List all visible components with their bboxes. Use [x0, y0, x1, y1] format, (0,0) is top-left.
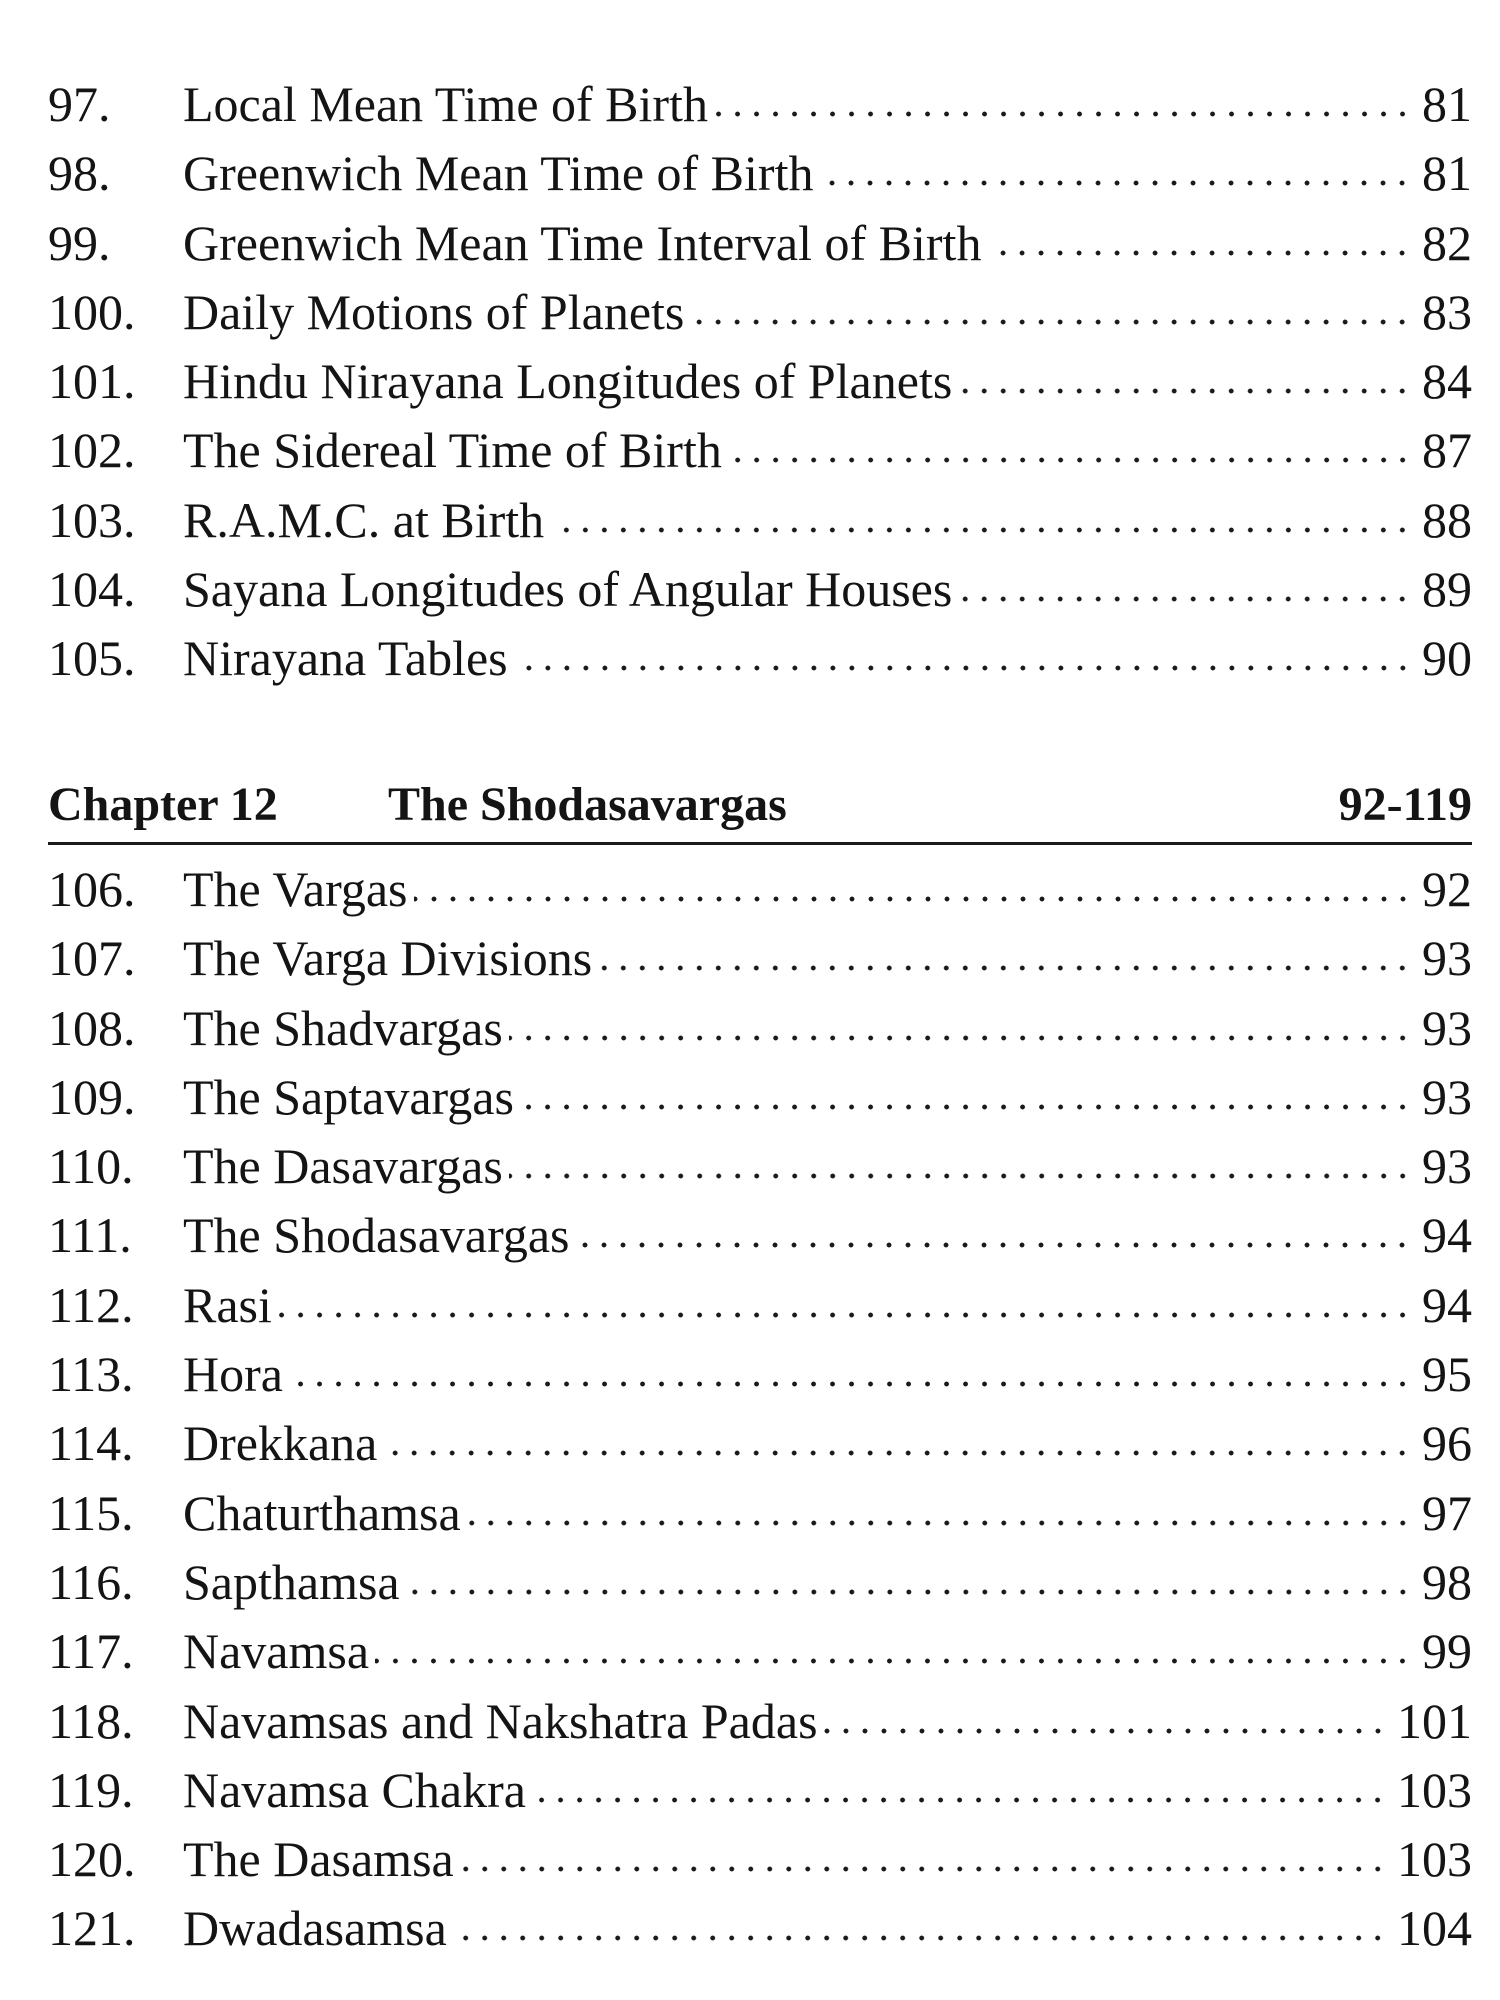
- toc-entry-110[interactable]: [48, 1132, 1472, 1201]
- entry-title: Greenwich Mean Time Interval of Birth: [183, 214, 982, 271]
- entry-page-number: 81: [1422, 76, 1472, 132]
- dot-leader: [383, 1446, 1412, 1460]
- dot-leader: [598, 961, 1412, 975]
- toc-entry-116[interactable]: [48, 1548, 1472, 1617]
- entry-title: Greenwich Mean Time of Birth: [183, 145, 814, 202]
- chapter-label: Chapter 12: [48, 778, 278, 831]
- entry-page-number: 99: [1422, 1623, 1472, 1680]
- dot-leader: [375, 1654, 1412, 1668]
- toc-entry-105[interactable]: [48, 624, 1472, 693]
- toc-entry-109[interactable]: [48, 1063, 1472, 1132]
- entry-title: Chaturthamsa: [183, 1484, 461, 1541]
- entry-number: 103.: [48, 491, 136, 548]
- dot-leader: [514, 661, 1412, 675]
- entry-number: 112.: [48, 1276, 134, 1333]
- entry-number: 120.: [48, 1831, 136, 1888]
- entry-number: 121.: [48, 1900, 136, 1957]
- entry-page-number: 93: [1422, 930, 1472, 987]
- entry-number: 111.: [48, 1207, 132, 1264]
- entry-page-number: 95: [1422, 1346, 1472, 1403]
- dot-leader: [714, 107, 1412, 121]
- entry-number: 119.: [48, 1761, 134, 1818]
- entry-title: Rasi: [183, 1276, 272, 1333]
- toc-entry-114[interactable]: [48, 1409, 1472, 1478]
- entry-title: Sayana Longitudes of Angular Houses: [183, 561, 953, 618]
- chapter-title: The Shodasavargas: [388, 778, 787, 831]
- entry-page-number: 94: [1422, 1207, 1472, 1264]
- toc-entry-121[interactable]: [48, 1894, 1472, 1963]
- entry-page-number: 82: [1422, 214, 1472, 271]
- dot-leader: [824, 1724, 1387, 1738]
- toc-entry-111[interactable]: [48, 1201, 1472, 1270]
- entry-number: 108.: [48, 999, 136, 1056]
- entry-number: 102.: [48, 422, 136, 479]
- entry-number: 109.: [48, 1068, 136, 1125]
- toc-entry-113[interactable]: [48, 1340, 1472, 1409]
- dot-leader: [460, 1862, 1387, 1876]
- entry-title: The Shadvargas: [183, 999, 503, 1056]
- toc-entry-100[interactable]: [48, 278, 1472, 347]
- entry-page-number: 89: [1422, 561, 1472, 618]
- entry-number: 100.: [48, 283, 136, 340]
- entry-title: Hora: [183, 1346, 283, 1403]
- entry-title: Nirayana Tables: [183, 630, 508, 687]
- entry-page-number: 90: [1422, 630, 1472, 687]
- entry-page-number: 104: [1397, 1900, 1472, 1957]
- toc-entry-117[interactable]: [48, 1617, 1472, 1686]
- toc-entry-97[interactable]: [48, 70, 1472, 139]
- entry-title: The Saptavargas: [183, 1068, 514, 1125]
- entry-title: The Sidereal Time of Birth: [183, 422, 722, 479]
- entry-title: Drekkana: [183, 1415, 378, 1472]
- entry-number: 106.: [48, 861, 136, 917]
- entry-number: 114.: [48, 1415, 134, 1472]
- entry-title: Navamsa: [183, 1623, 370, 1680]
- entry-page-number: 103: [1397, 1831, 1472, 1888]
- dot-leader: [406, 1585, 1412, 1599]
- toc-entry-115[interactable]: [48, 1479, 1472, 1548]
- toc-entry-107[interactable]: [48, 924, 1472, 993]
- entry-page-number: 87: [1422, 422, 1472, 479]
- entry-number: 118.: [48, 1692, 134, 1749]
- entry-number: 97.: [48, 76, 111, 132]
- entry-title: Navamsa Chakra: [183, 1761, 526, 1818]
- entry-page-number: 92: [1422, 861, 1472, 917]
- entry-number: 107.: [48, 930, 136, 987]
- dot-leader: [453, 1931, 1387, 1945]
- toc-entry-102[interactable]: [48, 416, 1472, 485]
- toc-entry-120[interactable]: [48, 1825, 1472, 1894]
- chapter-page-range: 92-119: [1338, 778, 1472, 831]
- entry-title: The Dasamsa: [183, 1831, 454, 1888]
- entry-title: Daily Motions of Planets: [183, 283, 685, 340]
- entry-number: 99.: [48, 214, 111, 271]
- toc-entry-99[interactable]: [48, 209, 1472, 278]
- entry-page-number: 83: [1422, 283, 1472, 340]
- dot-leader: [467, 1516, 1412, 1530]
- entry-page-number: 88: [1422, 491, 1472, 548]
- entry-number: 101.: [48, 353, 136, 410]
- entry-title: The Shodasavargas: [183, 1207, 570, 1264]
- entry-number: 104.: [48, 561, 136, 618]
- dot-leader: [550, 523, 1412, 537]
- dot-leader: [958, 384, 1412, 398]
- dot-leader: [520, 1100, 1412, 1114]
- toc-entry-106[interactable]: [48, 855, 1472, 924]
- toc-list-section-b: [48, 855, 1472, 1964]
- toc-entry-98[interactable]: [48, 139, 1472, 208]
- entry-number: 98.: [48, 145, 111, 202]
- entry-page-number: 94: [1422, 1276, 1472, 1333]
- dot-leader: [987, 246, 1412, 260]
- dot-leader: [575, 1238, 1412, 1252]
- entry-page-number: 93: [1422, 999, 1472, 1056]
- entry-page-number: 81: [1422, 145, 1472, 202]
- dot-leader: [289, 1377, 1412, 1391]
- entry-number: 110.: [48, 1138, 134, 1195]
- entry-page-number: 103: [1397, 1761, 1472, 1818]
- dot-leader: [958, 592, 1412, 606]
- dot-leader: [278, 1308, 1412, 1322]
- chapter-heading[interactable]: [48, 770, 1472, 840]
- toc-entry-104[interactable]: [48, 555, 1472, 624]
- toc-entry-112[interactable]: [48, 1271, 1472, 1340]
- toc-entry-118[interactable]: [48, 1687, 1472, 1756]
- entry-title: Dwadasamsa: [183, 1900, 447, 1957]
- entry-title: The Vargas: [183, 861, 408, 917]
- entry-number: 116.: [48, 1553, 134, 1610]
- entry-page-number: 84: [1422, 353, 1472, 410]
- entry-page-number: 93: [1422, 1068, 1472, 1125]
- entry-page-number: 101: [1397, 1692, 1472, 1749]
- dot-leader: [532, 1793, 1387, 1807]
- toc-entry-119[interactable]: [48, 1756, 1472, 1825]
- toc-entry-108[interactable]: [48, 994, 1472, 1063]
- entry-number: 117.: [48, 1623, 134, 1680]
- toc-list-section-a: [48, 70, 1472, 694]
- entry-title: Navamsas and Nakshatra Padas: [183, 1692, 818, 1749]
- dot-leader: [728, 453, 1412, 467]
- entry-title: Local Mean Time of Birth: [183, 76, 708, 132]
- dot-leader: [690, 315, 1412, 329]
- entry-title: Sapthamsa: [183, 1553, 400, 1610]
- entry-number: 105.: [48, 630, 136, 687]
- toc-entry-103[interactable]: [48, 486, 1472, 555]
- toc-entry-101[interactable]: [48, 347, 1472, 416]
- entry-title: The Varga Divisions: [183, 930, 593, 987]
- entry-number: 115.: [48, 1484, 134, 1541]
- dot-leader: [509, 1031, 1412, 1045]
- entry-title: R.A.M.C. at Birth: [183, 491, 545, 548]
- entry-number: 113.: [48, 1346, 134, 1403]
- chapter-divider: [48, 842, 1472, 845]
- dot-leader: [509, 1169, 1412, 1183]
- entry-title: Hindu Nirayana Longitudes of Planets: [183, 353, 953, 410]
- dot-leader: [414, 892, 1413, 906]
- entry-title: The Dasavargas: [183, 1138, 503, 1195]
- entry-page-number: 96: [1422, 1415, 1472, 1472]
- entry-page-number: 98: [1422, 1553, 1472, 1610]
- entry-page-number: 93: [1422, 1138, 1472, 1195]
- entry-page-number: 97: [1422, 1484, 1472, 1541]
- dot-leader: [819, 176, 1412, 190]
